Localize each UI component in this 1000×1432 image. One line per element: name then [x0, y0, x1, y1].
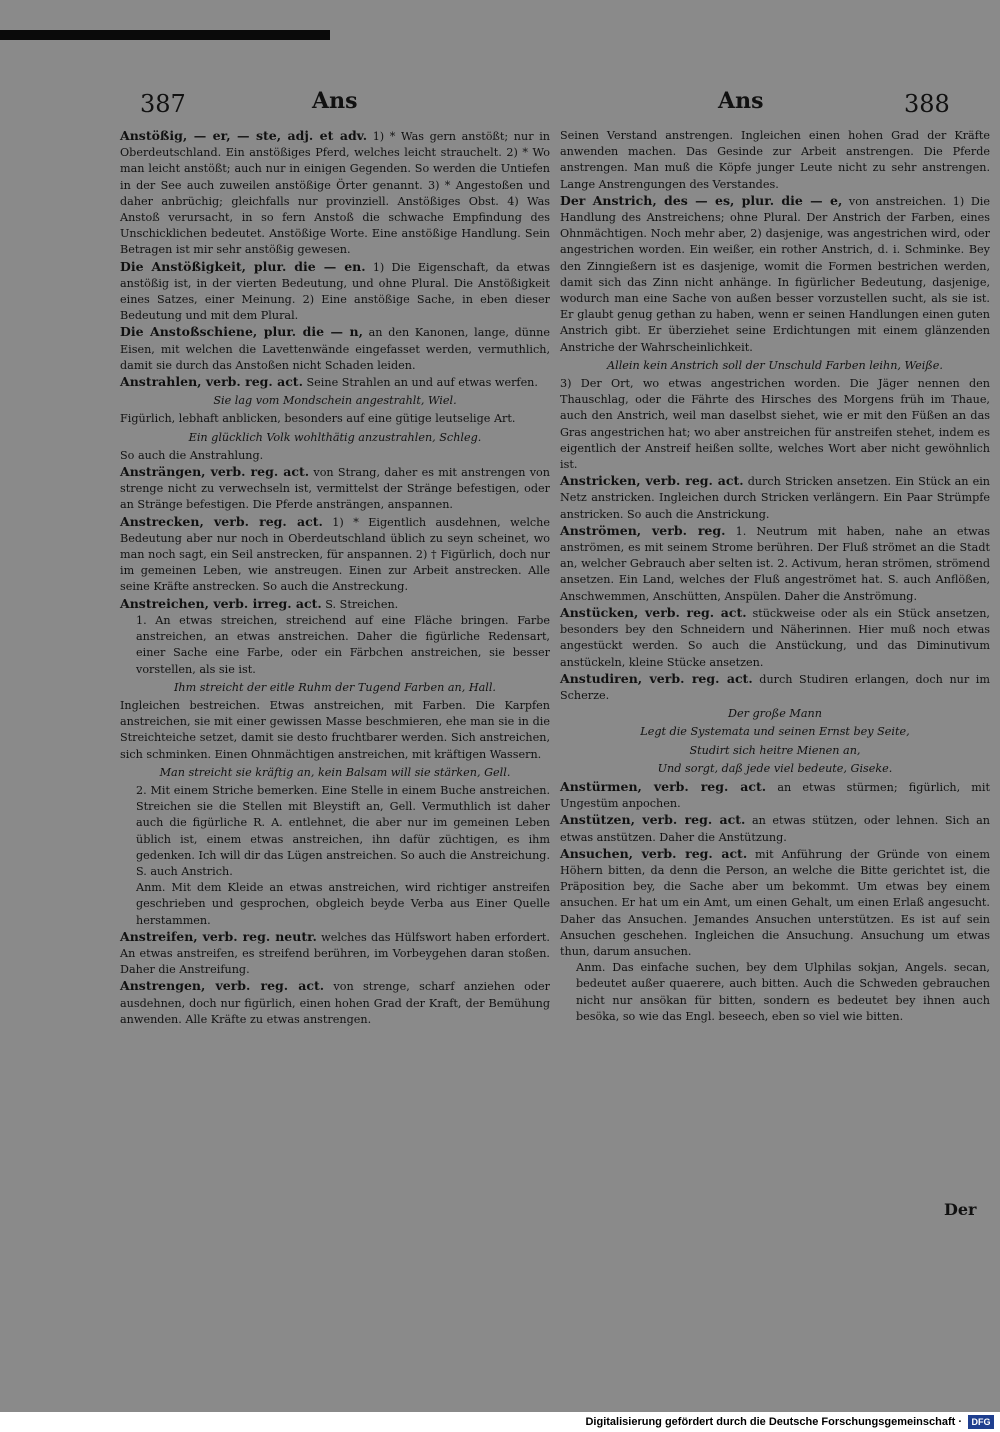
dictionary-entry: [120, 128, 550, 259]
dictionary-entry: [560, 812, 990, 845]
right-column: [560, 128, 990, 1025]
dictionary-entry: [560, 376, 990, 473]
dictionary-entry: [560, 193, 990, 356]
entry-text: Anm. Mit dem Kleide an etwas anstreichen, wird richtiger anstreifen geschrieben und gesprochen, obgleich beyde Verba aus Einer Quelle herstammen.: [136, 881, 550, 927]
entry-text: Ingleichen bestreichen. Etwas anstreichen, mit Farben. Die Karpfen anstreichen, sie mit einer gewissen Masse beschmieren, ehe man sie in die Streichteiche setzet, damit sie desto fruchtbarer werden. Sich anstreichen, sich schminken. Einen Ohnmächtigen anstreichen, mit kräftigen Wassern.: [120, 698, 550, 761]
dictionary-entry: [560, 523, 990, 605]
verse-quote: Ein glücklich Volk wohlthätig anzustrahlen, Schleg.: [188, 430, 482, 444]
verse-quote: Allein kein Anstrich soll der Unschuld Farben leihn, Weiße.: [607, 358, 943, 372]
left-page-number: 387: [140, 90, 186, 118]
entry-text: Seine Strahlen an und auf etwas werfen.: [306, 376, 538, 390]
entry-headword: Anstricken, verb. reg. act.: [560, 473, 744, 489]
entry-text: welches das Hülfswort haben erfordert. An etwas anstreifen, es streifend berühren, im Vorbeygehen daran stoßen. Daher die Anstreifung.: [120, 930, 550, 977]
verse-quote: Studirt sich heitre Mienen an,: [689, 743, 861, 757]
dictionary-entry: [560, 605, 990, 671]
entry-headword: Anstürmen, verb. reg. act.: [560, 778, 767, 794]
dictionary-entry: [560, 671, 990, 704]
entry-text: von strenge, scharf anziehen oder ausdehnen, doch nur figürlich, einen hohen Grad der Kraft, der Bemühung anwenden. Alle Kräfte zu etwas anstrengen.: [120, 980, 550, 1026]
entry-text: stückweise oder als ein Stück ansetzen, besonders bey den Schneidern und Näherinnen. Hier muß noch etwas angestückt werden. So auch die Anstückung, und das Diminutivum anstückeln, kleine Stücke ansetzen.: [560, 606, 990, 669]
dictionary-entry: [120, 880, 550, 929]
dictionary-entry: [120, 613, 550, 678]
entry-headword: Anstreichen, verb. irreg. act.: [120, 595, 322, 611]
entry-text: durch Stricken ansetzen. Ein Stück an ein Netz anstricken. Ingleichen durch Stricken verlängern. Ein Paar Strümpfe anstricken. So auch die Anstrickung.: [560, 475, 990, 521]
entry-headword: Ansträngen, verb. reg. act.: [120, 464, 310, 480]
catchword: Der: [944, 1200, 977, 1219]
dictionary-entry: [120, 464, 550, 514]
entry-text: an etwas stürmen; figürlich, mit Ungestüm anpochen.: [560, 780, 990, 811]
entry-text: 1) * Was gern anstößt; nur in Oberdeutschland. Ein anstößiges Pferd, welches leicht strauchelt. 2) * Wo man leicht anstößt; auch nur in einigen Gegenden. So werden die Untiefen in der See auch zuweilen anstößige Örter genannt. 3) * Angestoßen und daher anbrüchig; gleichfalls nur provinziell. Anstößiges Obst. 4) Was Anstoß verursacht, in so fern Anstoß die schwache Empfindung des Unschicklichen bedeutet. Anstößige Worte. Eine anstößige Handlung. Sein Betragen ist mir sehr anstößig gewesen.: [120, 130, 550, 257]
dictionary-entry: [120, 698, 550, 763]
entry-headword: Die Anstößigkeit, plur. die — en.: [120, 258, 366, 274]
dictionary-entry: [560, 128, 990, 193]
dictionary-entry: [120, 514, 550, 596]
entry-headword: Anstrecken, verb. reg. act.: [120, 513, 323, 529]
entry-text: 1) Die Eigenschaft, da etwas anstößig ist, in der vierten Bedeutung, und ohne Plural. Die Anstößigkeit eines Satzes, einer Meinung. 2) Eine anstößige Sache, in eben dieser Bedeutung und mit dem Plural.: [120, 260, 550, 323]
entry-headword: Anstößig, — er, — ste, adj. et adv.: [120, 128, 368, 143]
entry-text: Figürlich, lebhaft anblicken, besonders auf eine gütige leutselige Art.: [120, 412, 516, 426]
entry-headword: Anstücken, verb. reg. act.: [560, 604, 747, 620]
entry-text: 1) * Eigentlich ausdehnen, welche Bedeutung aber nur noch in Oberdeutschland üblich zu seyn scheinet, wo man noch sagt, ein Seil anstrecken, für anspannen. 2) † Figürlich, doch nur im gemeinen Leben, wie anstreugen. Einen zur Arbeit anstrecken. Alle seine Kräfte anstrecken. So auch die Anstreckung.: [120, 515, 550, 594]
entry-text: von Strang, daher es mit anstrengen von strenge nicht zu verwechseln ist, vermittelst der Stränge befestigen, oder an Stränge befestigen. Die Pferde ansträngen, anspannen.: [120, 466, 550, 512]
entry-headword: Anstrengen, verb. reg. act.: [120, 978, 325, 994]
entry-text: 1. An etwas streichen, streichend auf eine Fläche bringen. Farbe anstreichen, an etwas anstreichen. Daher die figürliche Redensart, einer Sache eine Farbe, oder ein Färbchen anstreichen, sie besser vorstellen, als sie ist.: [136, 613, 550, 676]
dictionary-entry: [120, 259, 550, 325]
dictionary-entry: [560, 960, 990, 1025]
verse-quote: Sie lag vom Mondschein angestrahlt, Wiel.: [213, 394, 457, 408]
entry-headword: Anstrahlen, verb. reg. act.: [120, 374, 303, 390]
top-black-bar: [0, 30, 330, 40]
dictionary-entry: [120, 448, 550, 464]
entry-text: an etwas stützen, oder lehnen. Sich an etwas anstützen. Daher die Anstützung.: [560, 814, 990, 844]
verse-quote: Ihm streicht der eitle Ruhm der Tugend Farben an, Hall.: [174, 680, 496, 694]
left-column: [120, 128, 550, 1028]
left-running-head: Ans: [312, 88, 358, 114]
dfg-logo: DFG: [968, 1415, 994, 1429]
entry-text: Seinen Verstand anstrengen. Ingleichen einen hohen Grad der Kräfte anwenden machen. Das Gesinde zur Arbeit anstrengen. Die Pferde anstrengen. Man muß die Köpfe junger Leute nicht zu sehr anstrengen. Lange Anstrengungen des Verstandes.: [560, 129, 990, 191]
dictionary-entry: [560, 473, 990, 523]
dictionary-entry: [120, 411, 550, 427]
entry-text: mit Anführung der Gründe von einem Höhern bitten, da denn die Person, an welche die Bitte gerichtet ist, die Präposition bey, die Sache aber um bekommt. Um etwas bey einem ansuchen. Er hat um ein Amt, um einen Gehalt, um einen Erlaß angesucht. Daher das Ansuchen. Jemandes Ansuchen unterstützen. Es ist auf sein Ansuchen geschehen. Ingleichen die Ansuchung. Ansuchung um etwas thun, darum ansuchen.: [560, 847, 990, 958]
entry-text: von anstreichen. 1) Die Handlung des Anstreichens; ohne Plural. Der Anstrich der Farben, eines Ohnmächtigen. Noch mehr aber, 2) dasjenige, was angestrichen wird, oder angestrichen worden. Ein weißer, ein rother Anstrich, d. i. Schminke. Bey den Zinngießern ist es dasjenige, womit die Formen bestrichen werden, damit sich das Zinn nicht anhänge. In figürlicher Bedeutung, dasjenige, wodurch man eine Sache von außen besser vorzustellen sucht, als sie ist. Er glaubt genug gethan zu haben, wenn er seinen Handlungen einen guten Anstrich gibt. Er überziehet seine Erdichtungen mit einem glänzenden Anstriche der Wahrscheinlichkeit.: [560, 194, 990, 354]
dictionary-entry: [120, 978, 550, 1028]
right-running-head: Ans: [718, 88, 764, 114]
entry-text: 1. Neutrum mit haben, nahe an etwas anströmen, es mit seinem Strome berühren. Der Fluß strömet an die Stadt an, welcher Gebrauch aber selten ist. 2. Activum, heran strömen, strömend ansetzen. Ein Land, welches der Fluß angeströmet hat. S. auch Anflößen, Anschwemmen, Anschütten, Anspülen. Daher die Anströmung.: [560, 524, 990, 603]
entry-headword: Ansuchen, verb. reg. act.: [560, 845, 748, 861]
verse-quote: Der große Mann: [728, 707, 822, 721]
entry-text: So auch die Anstrahlung.: [120, 448, 264, 462]
entry-headword: Der Anstrich, des — es, plur. die — e,: [560, 192, 843, 208]
entry-headword: Die Anstoßschiene, plur. die — n,: [120, 324, 363, 340]
entry-text: an den Kanonen, lange, dünne Eisen, mit welchen die Lavettenwände eingefasset werden, vermuthlich, damit sie durch das Anstoßen nicht Schaden leiden.: [120, 326, 550, 372]
dictionary-entry: [560, 846, 990, 960]
dictionary-entry: [120, 929, 550, 979]
entry-text: S. Streichen.: [325, 597, 399, 611]
dictionary-entry: [120, 374, 550, 391]
entry-text: durch Studiren erlangen, doch nur im Scherze.: [560, 672, 990, 702]
entry-text: 2. Mit einem Striche bemerken. Eine Stelle in einem Buche anstreichen. Streichen sie die Stellen mit Bleystift an, Gell. Vermuthlich ist daher auch die figürliche R. A. entlehnet, die aber nur im gemeinen Leben üblich ist, einem etwas anstreichen, ihn dafür züchtigen, es ihm gedenken. Ich will dir das Lügen anstreichen. So auch die Anstreichung. S. auch Anstrich.: [136, 783, 550, 878]
verse-quote: Man streicht sie kräftig an, kein Balsam will sie stärken, Gell.: [159, 765, 511, 779]
entry-headword: Anstreifen, verb. reg. neutr.: [120, 928, 317, 944]
dictionary-entry: [120, 783, 550, 880]
dictionary-entry: [120, 324, 550, 374]
verse-quote: Und sorgt, daß jede viel bedeute, Giseke.: [657, 761, 893, 775]
entry-headword: Anströmen, verb. reg.: [560, 522, 726, 538]
footer-bar: [0, 1412, 1000, 1432]
entry-headword: Anstützen, verb. reg. act.: [560, 812, 746, 828]
entry-text: 3) Der Ort, wo etwas angestrichen worden. Die Jäger nennen den Thauschlag, oder die Fährte des Hirsches des Morgens früh im Thaue, auch den Anstrich, weil man daselbst siehet, wie er mit den Füßen an das Gras angestrichen hat; wo aber anstreichen für anstreifen stehet, indem es eigentlich der Anstreif heißen sollte, welches Wort aber nicht gewöhnlich ist.: [560, 377, 990, 472]
right-page-number: 388: [904, 90, 950, 118]
dictionary-entry: [120, 596, 550, 613]
entry-text: Anm. Das einfache suchen, bey dem Ulphilas sokjan, Angels. secan, bedeutet außer quaerere, auch bitten. Auch die Schweden gebrauchen nicht nur ansökan für bitten, sondern es bedeutet bey ihnen auch besöka, so wie das Engl. beseech, eben so viel wie bitten.: [576, 961, 990, 1023]
verse-quote: Legt die Systemata und seinen Ernst bey Seite,: [640, 725, 910, 739]
dictionary-entry: [560, 779, 990, 812]
entry-headword: Anstudiren, verb. reg. act.: [560, 670, 753, 686]
footer-text: Digitalisierung gefördert durch die Deutsche Forschungsgemeinschaft ·: [585, 1416, 962, 1428]
